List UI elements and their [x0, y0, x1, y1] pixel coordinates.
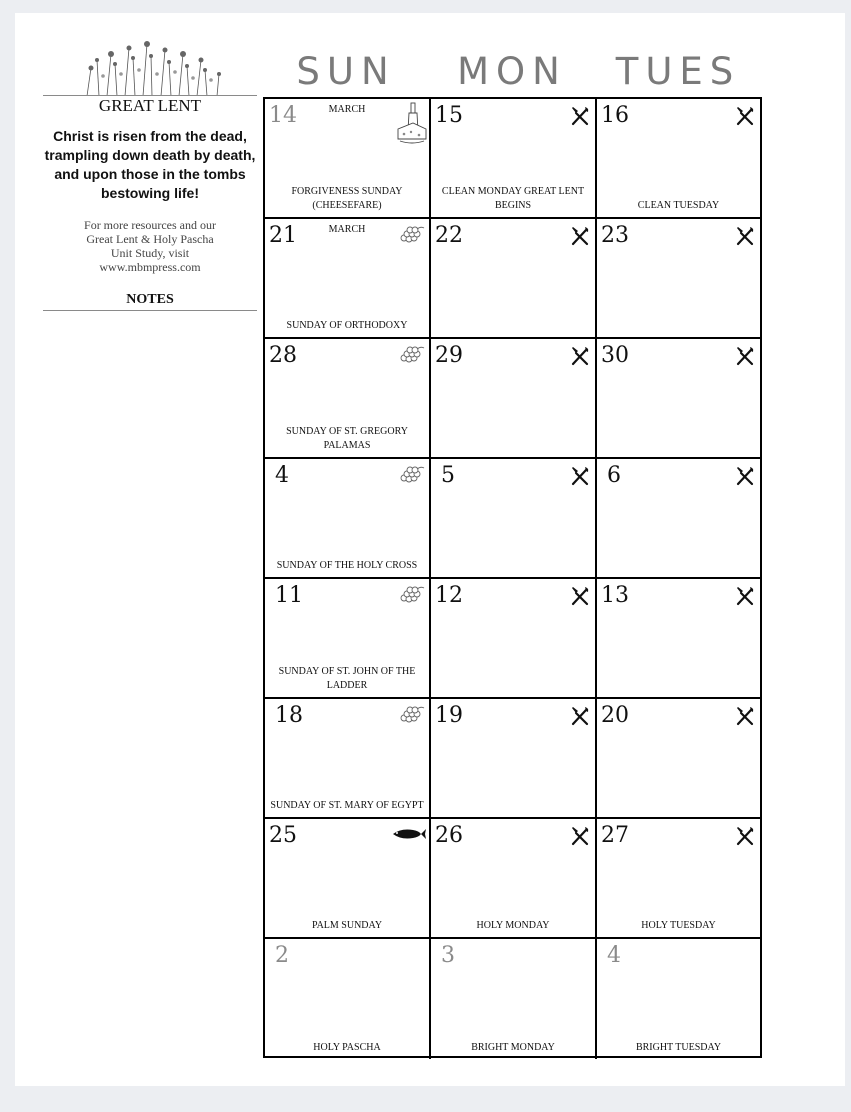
day-number: 5 [441, 463, 455, 488]
paschal-quote: Christ is risen from the dead, trampling down death by death, and upon those in the tombs bestowing life! [44, 128, 256, 201]
calendar-page [15, 13, 845, 1086]
feast-label: SUNDAY OF ST. GREGORY PALAMAS [286, 426, 408, 451]
day-number: 29 [435, 343, 463, 368]
feast-label: HOLY PASCHA [313, 1042, 381, 1053]
day-number: 23 [601, 223, 629, 248]
calendar-day-cell [265, 579, 431, 699]
day-number: 2 [275, 943, 289, 968]
calendar-day-cell [597, 699, 760, 819]
feast-label: SUNDAY OF ORTHODOXY [286, 320, 408, 331]
day-number: 16 [601, 103, 629, 128]
day-number: 28 [269, 343, 297, 368]
calendar-day-cell [431, 939, 597, 1059]
day-number: 18 [275, 703, 303, 728]
calendar-day-cell [431, 699, 597, 819]
feast-label: SUNDAY OF ST. JOHN OF THE LADDER [278, 666, 416, 691]
calendar-day-cell [597, 939, 760, 1059]
feast-label: CLEAN MONDAY GREAT LENT BEGINS [441, 186, 585, 211]
fork-knife-icon [734, 105, 756, 132]
day-number: 14 [269, 103, 297, 128]
day-number: 21 [269, 223, 297, 248]
calendar-day-cell [265, 219, 431, 339]
feast-label: HOLY MONDAY [476, 920, 550, 931]
calendar-day-cell [431, 339, 597, 459]
calendar-day-cell [265, 99, 431, 219]
day-number: 4 [275, 463, 289, 488]
calendar-day-cell [431, 459, 597, 579]
fork-knife-icon [734, 225, 756, 252]
feast-label: HOLY TUESDAY [641, 920, 716, 931]
fork-knife-icon [734, 825, 756, 852]
grapes-icon [399, 585, 425, 610]
fork-knife-icon [569, 225, 591, 252]
calendar-day-cell [431, 99, 597, 219]
day-number: 3 [441, 943, 455, 968]
calendar-day-cell [597, 339, 760, 459]
day-number: 12 [435, 583, 463, 608]
calendar-day-cell [597, 459, 760, 579]
calendar-day-cell [431, 819, 597, 939]
fork-knife-icon [734, 705, 756, 732]
calendar-day-cell [431, 579, 597, 699]
day-number: 25 [269, 823, 297, 848]
grapes-icon [399, 465, 425, 490]
fork-knife-icon [734, 465, 756, 492]
fork-knife-icon [569, 345, 591, 372]
day-number: 13 [601, 583, 629, 608]
month-label: MARCH [328, 224, 366, 235]
calendar-day-cell [265, 339, 431, 459]
day-number: 11 [275, 583, 303, 608]
calendar-day-cell [265, 939, 431, 1059]
info-line: www.mbmpress.com [99, 260, 201, 274]
calendar-day-cell [265, 699, 431, 819]
feast-label: SUNDAY OF ST. MARY OF EGYPT [270, 800, 424, 811]
fork-knife-icon [569, 825, 591, 852]
cheese-wine-icon [397, 101, 427, 150]
grapes-icon [399, 225, 425, 250]
grapes-icon [399, 345, 425, 370]
info-line: Great Lent & Holy Pascha [86, 232, 214, 246]
day-number: 4 [607, 943, 621, 968]
calendar-day-cell [597, 579, 760, 699]
fork-knife-icon [569, 465, 591, 492]
grapes-icon [399, 705, 425, 730]
header-sun: SUN [296, 50, 396, 93]
fork-knife-icon [569, 105, 591, 132]
info-line: For more resources and our [84, 218, 216, 232]
day-number: 22 [435, 223, 463, 248]
fork-knife-icon [569, 585, 591, 612]
header-tues: TUES [615, 50, 741, 93]
notes-rule [43, 310, 257, 311]
fork-knife-icon [734, 345, 756, 372]
day-number: 20 [601, 703, 629, 728]
info-line: Unit Study, visit [110, 246, 190, 260]
fork-knife-icon [734, 585, 756, 612]
sidebar-title: GREAT LENT [98, 96, 202, 115]
calendar-day-cell [431, 219, 597, 339]
resources-info [43, 218, 257, 274]
calendar-day-cell [265, 819, 431, 939]
feast-label: BRIGHT TUESDAY [635, 1042, 722, 1053]
day-number: 6 [607, 463, 621, 488]
feast-label: PALM SUNDAY [311, 920, 383, 931]
feast-label: SUNDAY OF THE HOLY CROSS [276, 560, 418, 571]
calendar-grid [263, 97, 762, 1058]
day-number: 30 [601, 343, 629, 368]
calendar-day-cell [597, 99, 760, 219]
feast-label: BRIGHT MONDAY [471, 1042, 555, 1053]
calendar-day-cell [597, 219, 760, 339]
header-mon: MON [457, 50, 567, 93]
notes-heading: NOTES [126, 292, 174, 307]
day-number: 15 [435, 103, 463, 128]
calendar-day-cell [597, 819, 760, 939]
month-label: MARCH [328, 104, 366, 115]
day-number: 26 [435, 823, 463, 848]
day-number: 27 [601, 823, 629, 848]
day-number: 19 [435, 703, 463, 728]
fork-knife-icon [569, 705, 591, 732]
feast-label: FORGIVENESS SUNDAY (CHEESEFARE) [291, 186, 403, 211]
feast-label: CLEAN TUESDAY [637, 200, 720, 211]
wildflowers-illustration-icon [77, 40, 227, 96]
calendar-day-cell [265, 459, 431, 579]
fish-icon [391, 827, 427, 846]
